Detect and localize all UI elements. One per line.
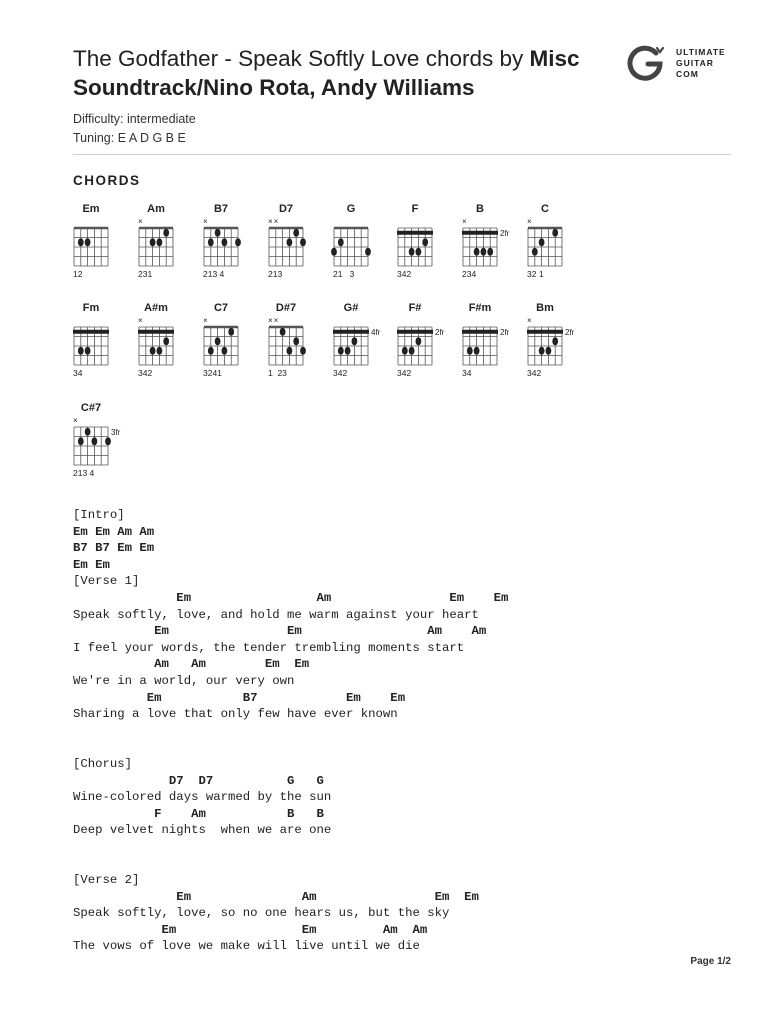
finger-numbers: 32 1	[527, 269, 544, 279]
finger-dot	[552, 337, 558, 345]
finger-numbers: 231	[138, 269, 153, 279]
barre-bar	[138, 330, 174, 334]
finger-dot	[365, 248, 371, 256]
barre-bar	[462, 231, 498, 235]
finger-dot	[228, 328, 234, 336]
chords-section-title: CHORDS	[73, 173, 141, 188]
finger-numbers: 342	[527, 368, 542, 378]
chord-line: B7 B7 Em Em	[73, 541, 155, 556]
lyric-line: Speak softly, love, so no one hears us, but the sky	[73, 906, 450, 921]
lyric-line: Speak softly, love, and hold me warm against your heart	[73, 607, 479, 622]
difficulty: Difficulty: intermediate	[73, 112, 196, 126]
finger-numbers: 234	[462, 269, 477, 279]
finger-dot	[85, 428, 91, 436]
finger-dot	[345, 347, 351, 355]
chord-name: F#m	[468, 302, 492, 314]
barre-bar	[527, 330, 563, 334]
muted-string-marker: ×	[73, 416, 79, 425]
section-label: [Chorus]	[73, 756, 133, 771]
finger-dot	[157, 238, 163, 246]
chord-line: D7 D7 G G	[73, 773, 324, 788]
finger-dot	[85, 347, 91, 355]
finger-dot	[150, 238, 156, 246]
finger-dot	[293, 229, 299, 237]
chord-name: C#7	[80, 402, 102, 414]
finger-numbers: 34	[462, 368, 472, 378]
finger-dot	[150, 347, 156, 355]
finger-numbers: 213	[268, 269, 283, 279]
finger-numbers: 342	[138, 368, 153, 378]
finger-dot	[402, 347, 408, 355]
muted-string-marker: ×	[138, 316, 144, 325]
finger-dot	[416, 248, 422, 256]
finger-dot	[416, 337, 422, 345]
chord-name: Em	[82, 203, 100, 215]
chord-name: G#	[343, 302, 359, 314]
chord-line: F Am B B	[73, 806, 324, 821]
finger-dot	[157, 347, 163, 355]
finger-dot	[546, 347, 552, 355]
chord-line: Em Em Am Am	[73, 624, 487, 639]
finger-dot	[338, 238, 344, 246]
finger-dot	[222, 238, 228, 246]
fret-position-label: 2fr	[565, 327, 575, 337]
chord-name: Fm	[82, 302, 100, 314]
section-label: [Intro]	[73, 508, 125, 522]
finger-dot	[532, 248, 538, 256]
fret-position-label: 4fr	[371, 327, 381, 337]
finger-dot	[338, 347, 344, 355]
section-label: [Verse 2]	[73, 873, 140, 888]
finger-dot	[552, 229, 558, 237]
finger-dot	[409, 347, 415, 355]
lyric-line: Wine-colored days warmed by the sun	[73, 790, 332, 805]
chord-line: Am Am Em Em	[73, 657, 310, 672]
barre-bar	[397, 231, 433, 235]
chord-line: Em Em Am Am	[73, 524, 155, 539]
finger-dot	[352, 337, 358, 345]
finger-dot	[85, 238, 91, 246]
chord-name: F	[411, 203, 419, 215]
finger-dot	[280, 328, 286, 336]
barre-bar	[73, 330, 109, 334]
blank-line	[73, 739, 508, 756]
logo-line-1: ULTIMATE	[676, 47, 726, 57]
chord-name: Bm	[536, 302, 554, 314]
section-label: [Verse 1]	[73, 574, 140, 589]
lyric-line: We're in a world, our very own	[73, 673, 295, 688]
muted-string-marker: ×	[527, 217, 533, 226]
finger-dot	[215, 229, 221, 237]
finger-dot	[409, 248, 415, 256]
chord-line: Em Em	[73, 557, 110, 572]
finger-numbers: 1 23	[268, 368, 287, 378]
finger-numbers: 213 4	[203, 269, 225, 279]
finger-dot	[300, 238, 306, 246]
finger-dot	[78, 347, 84, 355]
fret-position-label: 2fr	[435, 327, 445, 337]
finger-dot	[78, 437, 84, 445]
muted-string-marker: ×	[462, 217, 468, 226]
finger-dot	[208, 238, 214, 246]
lyric-line: Deep velvet nights when we are one	[73, 823, 332, 838]
finger-dot	[474, 248, 480, 256]
chord-line: Em B7 Em Em	[73, 690, 406, 705]
finger-dot	[163, 337, 169, 345]
finger-numbers: 342	[397, 368, 412, 378]
finger-dot	[481, 248, 487, 256]
artist-name: Misc Soundtrack/Nino Rota, Andy Williams	[73, 46, 580, 100]
chord-line: Em Am Em Em	[73, 590, 509, 605]
logo-line-2: GUITAR	[676, 58, 714, 68]
finger-dot	[78, 238, 84, 246]
chord-name: G	[346, 203, 356, 215]
chord-sheet	[73, 507, 508, 955]
barre-bar	[333, 330, 369, 334]
muted-string-marker: ×	[138, 217, 144, 226]
blank-line	[73, 855, 508, 872]
lyric-line: I feel your words, the tender trembling moments start	[73, 640, 465, 655]
finger-dot	[105, 437, 111, 445]
barre-bar	[397, 330, 433, 334]
chord-name: Am	[147, 203, 165, 215]
barre-bar	[462, 330, 498, 334]
muted-string-marker: ××	[268, 316, 280, 325]
chord-line: Em Am Em Em	[73, 889, 479, 904]
muted-string-marker: ×	[203, 316, 209, 325]
finger-dot	[287, 347, 293, 355]
finger-dot	[422, 238, 428, 246]
chord-name: D#7	[275, 302, 297, 314]
finger-dot	[331, 248, 337, 256]
finger-numbers: 342	[397, 269, 412, 279]
chord-line: Em Em Am Am	[73, 922, 428, 937]
chord-name: C	[541, 203, 549, 215]
finger-dot	[222, 347, 228, 355]
finger-numbers: 3241	[203, 368, 222, 378]
finger-dot	[92, 437, 98, 445]
finger-dot	[474, 347, 480, 355]
finger-dot	[539, 238, 545, 246]
finger-numbers: 34	[73, 368, 83, 378]
finger-dot	[539, 347, 545, 355]
finger-dot	[235, 238, 241, 246]
blank-line	[73, 723, 508, 740]
chord-name: B	[476, 203, 484, 215]
lyric-line: Sharing a love that only few have ever known	[73, 707, 398, 722]
lyric-line: The vows of love we make will live until we die	[73, 939, 420, 954]
fret-position-label: 2fr	[500, 327, 510, 337]
fret-position-label: 2fr	[500, 228, 510, 238]
finger-numbers: 213 4	[73, 468, 95, 478]
title-prefix: The Godfather - Speak Softly Love chords by	[73, 46, 530, 71]
blank-line	[73, 839, 508, 856]
chord-name: C7	[213, 302, 229, 314]
chord-name: A#m	[144, 302, 168, 314]
finger-numbers: 21 3	[333, 269, 355, 279]
tuning: Tuning: E A D G B E	[73, 131, 186, 145]
finger-numbers: 342	[333, 368, 348, 378]
muted-string-marker: ×	[527, 316, 533, 325]
finger-dot	[215, 337, 221, 345]
finger-dot	[287, 238, 293, 246]
chord-name: F#	[408, 302, 422, 314]
finger-dot	[163, 229, 169, 237]
chord-diagrams	[0, 0, 768, 500]
finger-numbers: 12	[73, 269, 83, 279]
page-number: Page 1/2	[690, 956, 731, 967]
finger-dot	[467, 347, 473, 355]
logo-line-3: COM	[676, 69, 699, 79]
muted-string-marker: ××	[268, 217, 280, 226]
finger-dot	[208, 347, 214, 355]
finger-dot	[300, 347, 306, 355]
chord-name: B7	[213, 203, 229, 215]
finger-dot	[487, 248, 493, 256]
muted-string-marker: ×	[203, 217, 209, 226]
fret-position-label: 3fr	[111, 427, 121, 437]
finger-dot	[293, 337, 299, 345]
chord-name: D7	[278, 203, 294, 215]
